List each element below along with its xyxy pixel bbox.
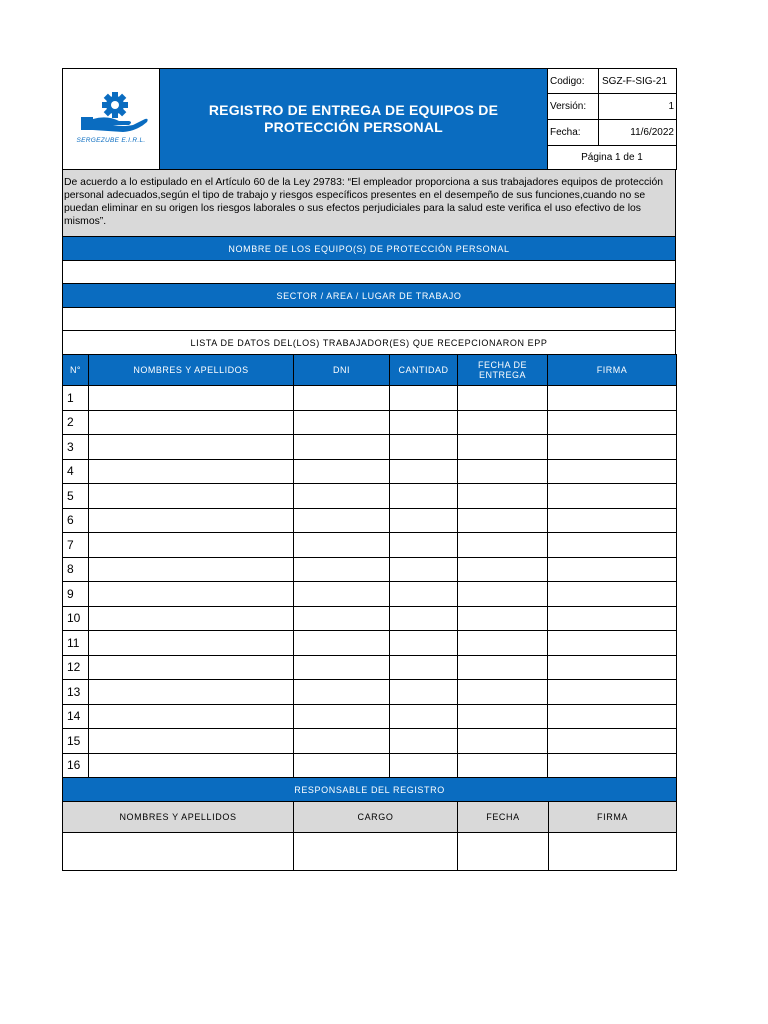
- firma-cell[interactable]: [548, 508, 677, 533]
- row-number: 6: [63, 508, 89, 533]
- responsable-section-bar: RESPONSABLE DEL REGISTRO: [63, 778, 677, 802]
- col-n: N°: [63, 355, 89, 386]
- cantidad-cell[interactable]: [390, 386, 458, 411]
- resp-col-fecha: FECHA: [458, 802, 549, 833]
- firma-cell[interactable]: [548, 459, 677, 484]
- firma-cell[interactable]: [548, 582, 677, 607]
- resp-nombres-input[interactable]: [63, 833, 294, 871]
- codigo-label: Codigo:: [548, 69, 599, 94]
- cantidad-cell[interactable]: [390, 459, 458, 484]
- table-row: [63, 606, 677, 631]
- cantidad-cell[interactable]: [390, 582, 458, 607]
- equipos-input[interactable]: [63, 261, 676, 284]
- logo-cell: [63, 69, 160, 170]
- cantidad-cell[interactable]: [390, 631, 458, 656]
- title-line-2: PROTECCIÓN PERSONAL: [264, 119, 443, 135]
- nombres-cell[interactable]: [89, 753, 294, 778]
- cantidad-cell[interactable]: [390, 508, 458, 533]
- table-row: [63, 655, 677, 680]
- company-name: SERGEZUBE E.I.R.L.: [76, 137, 146, 144]
- firma-cell[interactable]: [548, 410, 677, 435]
- fecha-cell[interactable]: [458, 410, 548, 435]
- firma-cell[interactable]: [548, 655, 677, 680]
- row-number: 1: [63, 386, 89, 411]
- col-fecha-line-2: ENTREGA: [478, 370, 526, 380]
- resp-cargo-input[interactable]: [294, 833, 458, 871]
- nombres-cell[interactable]: [89, 729, 294, 754]
- legal-text: De acuerdo a lo estipulado en el Artículo 60 de la Ley 29783: “El empleador proporciona a sus trabajadores equipos de protección personal adecuados,según el tipo de trabajo y riesgos específicos presentes en el desempeño de sus funciones,cuando no se puedan eliminar en su origen los riesgos laborales o sus efectos perjudiciales para la salud este verifica el uso efectivo de los mismos”.: [63, 170, 676, 237]
- nombres-cell[interactable]: [89, 606, 294, 631]
- row-number: 2: [63, 410, 89, 435]
- table-row: [63, 680, 677, 705]
- nombres-cell[interactable]: [89, 435, 294, 460]
- col-nombres: NOMBRES Y APELLIDOS: [89, 355, 294, 386]
- firma-cell[interactable]: [548, 631, 677, 656]
- workers-table: [62, 354, 677, 778]
- col-fecha-entrega: [458, 355, 548, 386]
- cantidad-cell[interactable]: [390, 410, 458, 435]
- fecha-cell[interactable]: [458, 557, 548, 582]
- table-header: [63, 355, 677, 386]
- fecha-cell[interactable]: [458, 704, 548, 729]
- title-line-1: REGISTRO DE ENTREGA DE EQUIPOS DE: [208, 102, 499, 118]
- fecha-label: Fecha:: [548, 119, 599, 145]
- dni-cell[interactable]: [294, 533, 390, 558]
- responsable-header: [63, 802, 677, 833]
- dni-cell[interactable]: [294, 386, 390, 411]
- fecha-cell[interactable]: [458, 582, 548, 607]
- dni-cell[interactable]: [294, 729, 390, 754]
- row-number: 13: [63, 680, 89, 705]
- table-row: [63, 386, 677, 411]
- row-number: 14: [63, 704, 89, 729]
- resp-fecha-input[interactable]: [458, 833, 549, 871]
- table-row: [63, 582, 677, 607]
- codigo-value: SGZ-F-SIG-21: [599, 69, 677, 94]
- sector-section-bar: SECTOR / AREA / LUGAR DE TRABAJO: [63, 284, 676, 308]
- nombres-cell[interactable]: [89, 386, 294, 411]
- nombres-cell[interactable]: [89, 508, 294, 533]
- responsable-row: [63, 833, 677, 871]
- fecha-cell[interactable]: [458, 631, 548, 656]
- col-cantidad: CANTIDAD: [390, 355, 458, 386]
- table-row: [63, 753, 677, 778]
- row-number: 7: [63, 533, 89, 558]
- fecha-cell[interactable]: [458, 655, 548, 680]
- fecha-cell[interactable]: [458, 680, 548, 705]
- table-row: [63, 435, 677, 460]
- fecha-cell[interactable]: [458, 533, 548, 558]
- dni-cell[interactable]: [294, 753, 390, 778]
- row-number: 15: [63, 729, 89, 754]
- nombres-cell[interactable]: [89, 704, 294, 729]
- nombres-cell[interactable]: [89, 459, 294, 484]
- dni-cell[interactable]: [294, 459, 390, 484]
- workers-list-title: LISTA DE DATOS DEL(LOS) TRABAJADOR(ES) QUE RECEPCIONARON EPP: [63, 331, 676, 355]
- cantidad-cell[interactable]: [390, 753, 458, 778]
- worker-rows: [63, 386, 677, 778]
- nombres-cell[interactable]: [89, 557, 294, 582]
- dni-cell[interactable]: [294, 606, 390, 631]
- dni-cell[interactable]: [294, 508, 390, 533]
- nombres-cell[interactable]: [89, 410, 294, 435]
- fecha-cell[interactable]: [458, 508, 548, 533]
- dni-cell[interactable]: [294, 704, 390, 729]
- dni-cell[interactable]: [294, 631, 390, 656]
- dni-cell[interactable]: [294, 655, 390, 680]
- nombres-cell[interactable]: [89, 631, 294, 656]
- nombres-cell[interactable]: [89, 582, 294, 607]
- firma-cell[interactable]: [548, 484, 677, 509]
- row-number: 3: [63, 435, 89, 460]
- fecha-cell[interactable]: [458, 753, 548, 778]
- col-dni: DNI: [294, 355, 390, 386]
- firma-cell[interactable]: [548, 606, 677, 631]
- equipos-section-bar: NOMBRE DE LOS EQUIPO(S) DE PROTECCIÓN PERSONAL: [63, 237, 676, 261]
- firma-cell[interactable]: [548, 557, 677, 582]
- dni-cell[interactable]: [294, 435, 390, 460]
- version-label: Versión:: [548, 94, 599, 119]
- dni-cell[interactable]: [294, 582, 390, 607]
- table-row: [63, 533, 677, 558]
- row-number: 16: [63, 753, 89, 778]
- sector-input[interactable]: [63, 308, 676, 331]
- fecha-cell[interactable]: [458, 484, 548, 509]
- table-row: [63, 704, 677, 729]
- firma-cell[interactable]: [548, 386, 677, 411]
- row-number: 5: [63, 484, 89, 509]
- page-title: [160, 69, 548, 170]
- cantidad-cell[interactable]: [390, 533, 458, 558]
- responsable-table: [62, 777, 677, 871]
- cantidad-cell[interactable]: [390, 606, 458, 631]
- nombres-cell[interactable]: [89, 680, 294, 705]
- resp-col-nombres: NOMBRES Y APELLIDOS: [63, 802, 294, 833]
- firma-cell[interactable]: [548, 704, 677, 729]
- dni-cell[interactable]: [294, 680, 390, 705]
- nombres-cell[interactable]: [89, 484, 294, 509]
- dni-cell[interactable]: [294, 410, 390, 435]
- cantidad-cell[interactable]: [390, 680, 458, 705]
- cantidad-cell[interactable]: [390, 557, 458, 582]
- cantidad-cell[interactable]: [390, 655, 458, 680]
- gear-hand-logo-icon: [63, 69, 160, 169]
- nombres-cell[interactable]: [89, 655, 294, 680]
- firma-cell[interactable]: [548, 533, 677, 558]
- table-row: [63, 557, 677, 582]
- resp-col-firma: FIRMA: [549, 802, 677, 833]
- firma-cell[interactable]: [548, 435, 677, 460]
- row-number: 10: [63, 606, 89, 631]
- epp-form: [62, 68, 676, 871]
- form-header: [62, 68, 677, 170]
- cantidad-cell[interactable]: [390, 484, 458, 509]
- nombres-cell[interactable]: [89, 533, 294, 558]
- fecha-cell[interactable]: [458, 386, 548, 411]
- cantidad-cell[interactable]: [390, 435, 458, 460]
- table-row: [63, 508, 677, 533]
- fecha-cell[interactable]: [458, 729, 548, 754]
- table-row: [63, 459, 677, 484]
- row-number: 11: [63, 631, 89, 656]
- row-number: 12: [63, 655, 89, 680]
- firma-cell[interactable]: [548, 753, 677, 778]
- table-row: [63, 729, 677, 754]
- col-firma: FIRMA: [548, 355, 677, 386]
- dni-cell[interactable]: [294, 484, 390, 509]
- dni-cell[interactable]: [294, 557, 390, 582]
- fecha-cell[interactable]: [458, 606, 548, 631]
- cantidad-cell[interactable]: [390, 729, 458, 754]
- resp-firma-input[interactable]: [549, 833, 677, 871]
- table-row: [63, 631, 677, 656]
- row-number: 4: [63, 459, 89, 484]
- firma-cell[interactable]: [548, 729, 677, 754]
- row-number: 8: [63, 557, 89, 582]
- firma-cell[interactable]: [548, 680, 677, 705]
- col-fecha-line-1: FECHA DE: [477, 360, 527, 370]
- form-body: [62, 169, 676, 355]
- cantidad-cell[interactable]: [390, 704, 458, 729]
- version-value: 1: [599, 94, 677, 119]
- page-number: Página 1 de 1: [548, 145, 677, 169]
- table-row: [63, 484, 677, 509]
- row-number: 9: [63, 582, 89, 607]
- table-row: [63, 410, 677, 435]
- fecha-value: 11/6/2022: [599, 119, 677, 145]
- fecha-cell[interactable]: [458, 435, 548, 460]
- fecha-cell[interactable]: [458, 459, 548, 484]
- resp-col-cargo: CARGO: [294, 802, 458, 833]
